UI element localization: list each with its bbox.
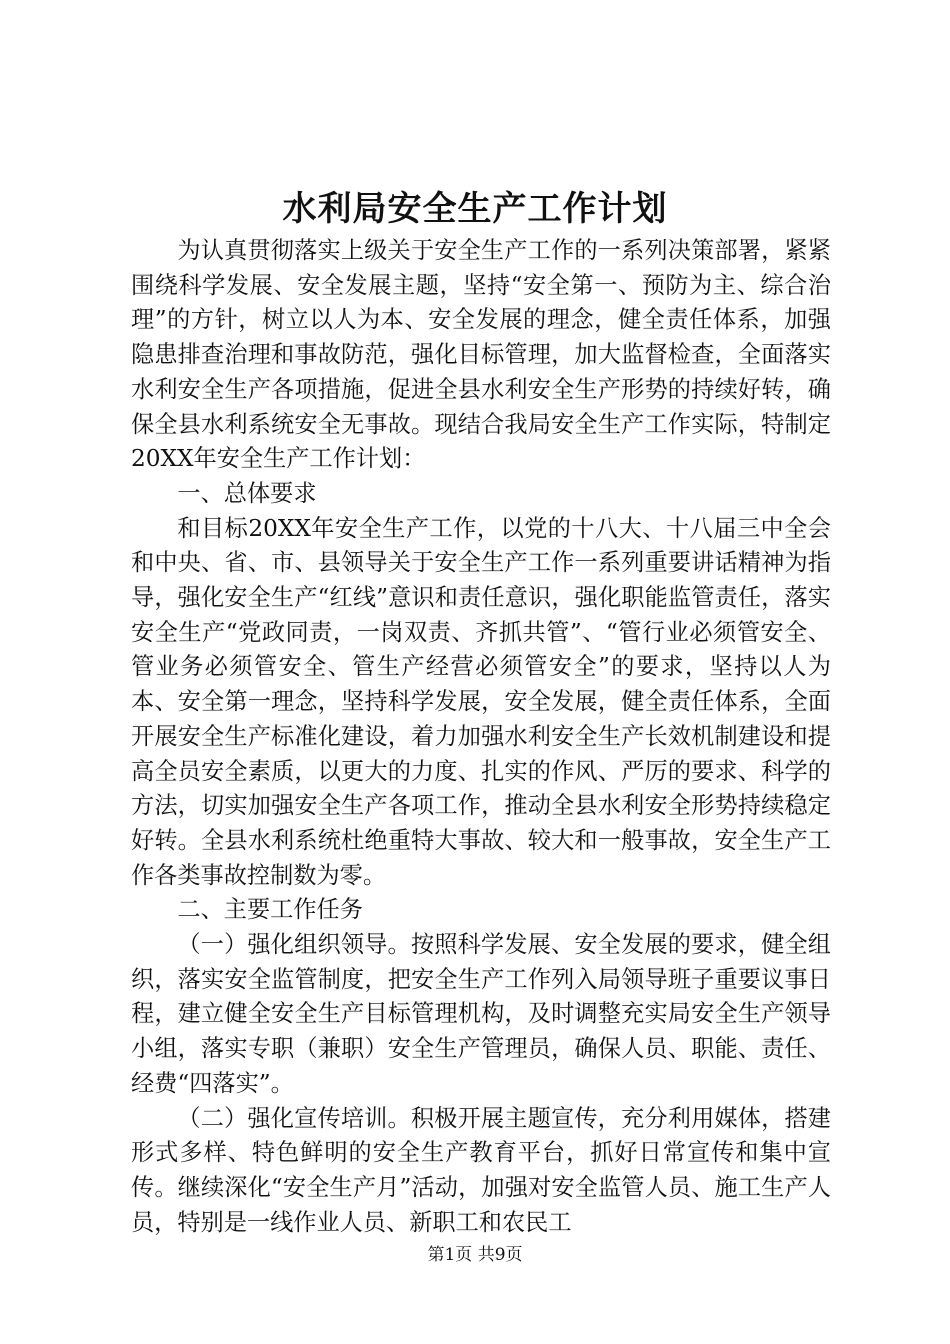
document-body (131, 234, 831, 1240)
page-footer: 第1页 共9页 (427, 1245, 523, 1265)
section-heading-2: 二、主要工作任务 (177, 896, 363, 924)
paragraph-overall-requirements: 和目标20XX年安全生产工作，以党的十八大、十八届三中全会和中央、省、市、县领导关于安全生产工作一系列重要讲话精神为指导，强化安全生产“红线”意识和责任意识，强化职能监管责任，落实安全生产“党政同责，一岗双责、齐抓共管”、“管行业必须管安全、管业务必须管安全、管生产经营必须管安全”的要求，坚持以人为本、安全第一理念，坚持科学发展，安全发展，健全责任体系，全面开展安全生产标准化建设，着力加强水利安全生产长效机制建设和提高全员安全素质，以更大的力度、扎实的作风、严厉的要求、科学的方法，切实加强安全生产各项工作，推动全县水利安全形势持续稳定好转。全县水利系统杜绝重特大事故、较大和一般事故，安全生产工作各类事故控制数为零。 (131, 514, 831, 889)
section-heading-1: 一、总体要求 (177, 479, 317, 507)
paragraph-publicity-training: （二）强化宣传培训。积极开展主题宣传，充分利用媒体，搭建形式多样、特色鲜明的安全生产教育平台，抓好日常宣传和集中宣传。继续深化“安全生产月”活动，加强对安全监管人员、施工生产人员，特别是一线作业人员、新职工和农民工 (131, 1104, 831, 1236)
paragraph-intro: 为认真贯彻落实上级关于安全生产工作的一系列决策部署，紧紧围绕科学发展、安全发展主题，坚持“安全第一、预防为主、综合治理”的方针，树立以人为本、安全发展的理念，健全责任体系，加强隐患排查治理和事故防范，强化目标管理，加大监督检查，全面落实水利安全生产各项措施，促进全县水利安全生产形势的持续好转，确保全县水利系统安全无事故。现结合我局安全生产工作实际，特制定20XX年安全生产工作计划： (131, 237, 831, 473)
paragraph-organization-leadership: （一）强化组织领导。按照科学发展、安全发展的要求，健全组织，落实安全监管制度，把安全生产工作列入局领导班子重要议事日程，建立健全安全生产目标管理机构，及时调整充实局安全生产领导小组，落实专职（兼职）安全生产管理员，确保人员、职能、责任、经费“四落实”。 (131, 931, 831, 1097)
document-title: 水利局安全生产工作计划 (282, 189, 668, 229)
